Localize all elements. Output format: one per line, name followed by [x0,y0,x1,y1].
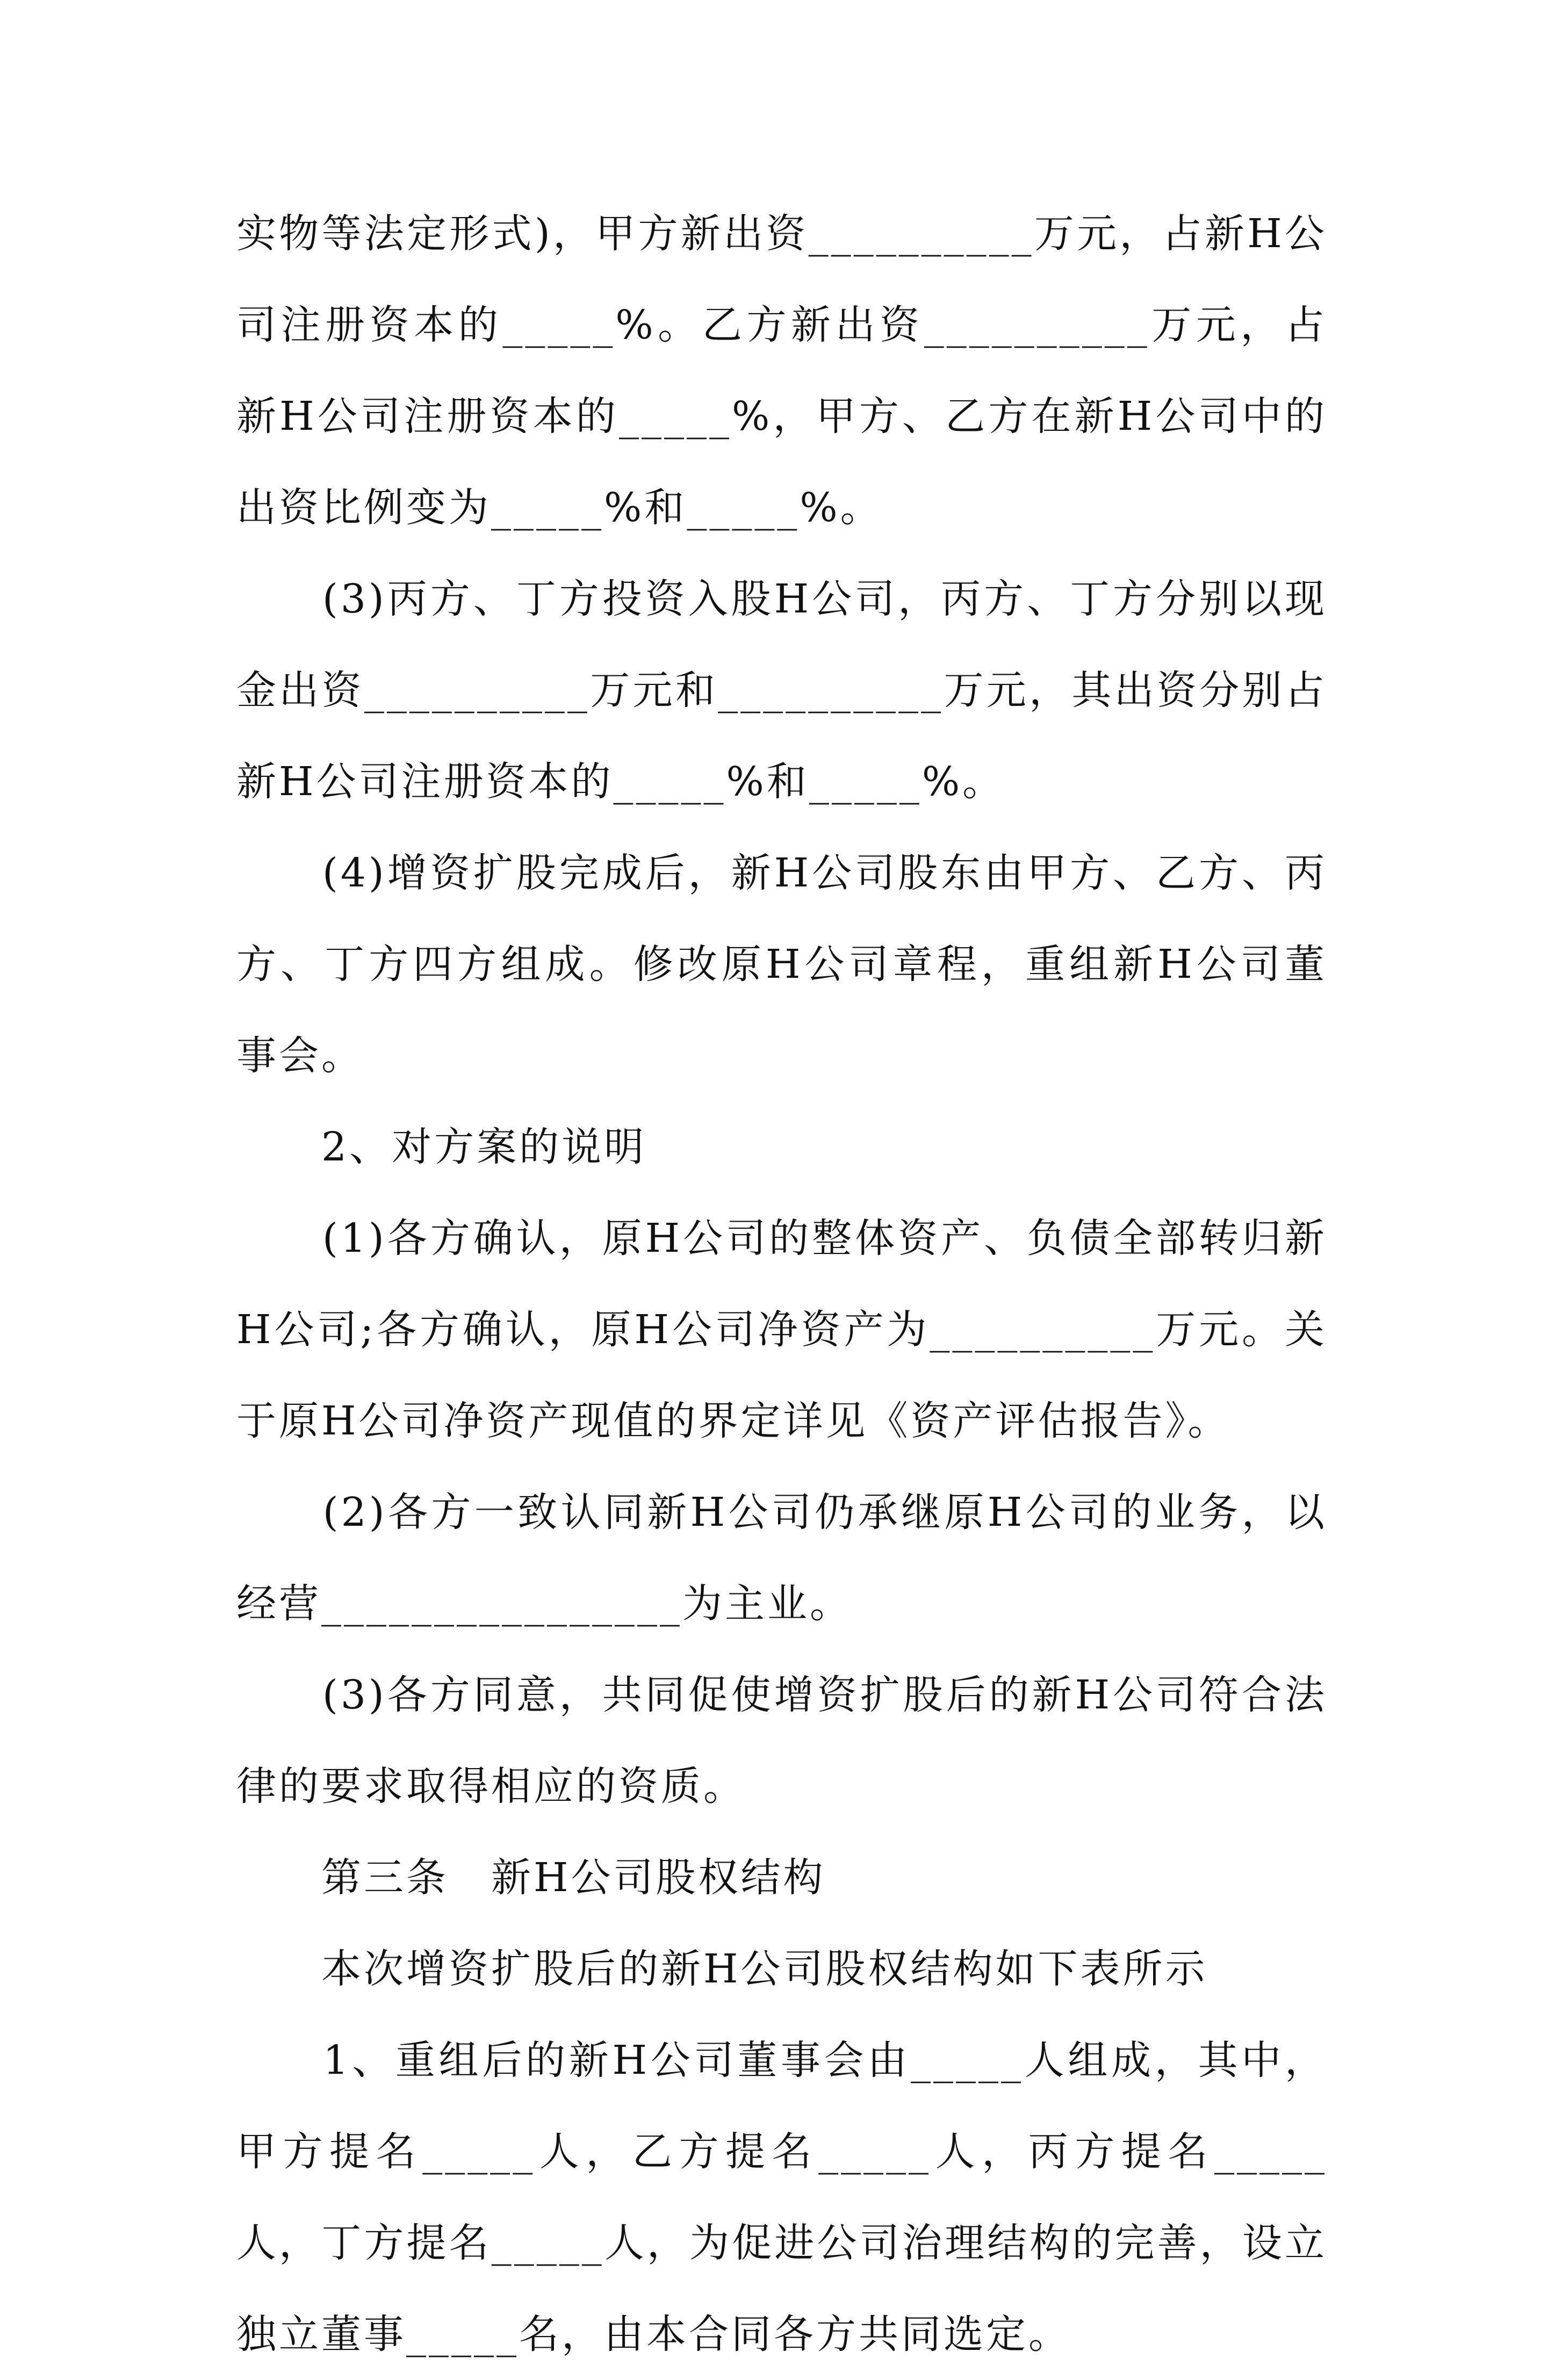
paragraph-1-board-composition: 1、重组后的新H公司董事会由_____人组成，其中，甲方提名_____人，乙方提名_____人，丙方提名_____人，丁方提名_____人，为促进公司治理结构的完善，设立独立董事_____名，由本合同各方共同选定。 [236,2037,1327,2357]
paragraph-capital-contribution-continued: 实物等法定形式)，甲方新出资__________万元，占新H公司注册资本的_____%。乙方新出资__________万元，占新H公司注册资本的_____%，甲方、乙方在新H公司中的出资比例变为_____%和_____%。 [236,211,1327,531]
article-3-heading: 第三条 新H公司股权结构 [236,1855,826,1901]
paragraph-4-shareholder-composition: (4)增资扩股完成后，新H公司股东由甲方、乙方、丙方、丁方四方组成。修改原H公司章程，重组新H公司董事会。 [236,850,1327,1079]
paragraph-equity-structure-intro: 本次增资扩股后的新H公司股权结构如下表所示 [236,1946,1208,1992]
paragraph-3-bing-ding-investment: (3)丙方、丁方投资入股H公司，丙方、丁方分别以现金出资__________万元和__________万元，其出资分别占新H公司注册资本的_____%和_____%。 [236,576,1327,805]
paragraph-1-asset-confirmation: (1)各方确认，原H公司的整体资产、负债全部转归新H公司;各方确认，原H公司净资产为__________万元。关于原H公司净资产现值的界定详见《资产评估报告》。 [236,1215,1327,1444]
paragraph-3-qualifications: (3)各方同意，共同促使增资扩股后的新H公司符合法律的要求取得相应的资质。 [236,1672,1327,1809]
paragraph-2-main-business: (2)各方一致认同新H公司仍承继原H公司的业务，以经营________________为主业。 [236,1489,1327,1627]
document-body [236,188,1327,2380]
section-heading-plan-explanation: 2、对方案的说明 [236,1124,647,1170]
